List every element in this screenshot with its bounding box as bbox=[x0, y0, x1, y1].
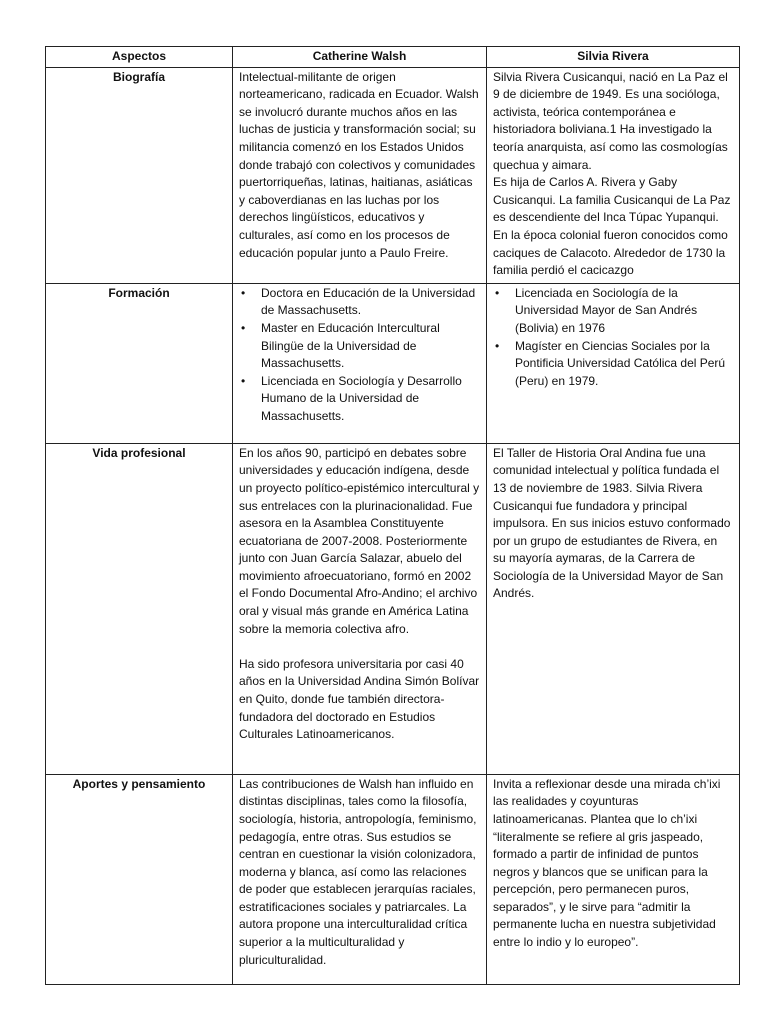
paragraph: En los años 90, participó en debates sobre universidades y educación indígena, desde un proyecto político-epistémico intercultural y sus entrelaces con la plurinacionalidad. Fue asesora en la Asamblea Constituyente ecuatoriana de 2007-2008. Posteriormente junto con Juan García Salazar, abuelo del movimiento afroecuatoriano, formó en 2002 el Fondo Documental Afro-Andino; el archivo oral y visual más grande en América Latina sobre la memoria colectiva afro. bbox=[239, 445, 480, 636]
list-item bbox=[495, 285, 733, 338]
bullet-icon: • bbox=[495, 285, 500, 300]
paragraph: Ha sido profesora universitaria por casi 40 años en la Universidad Andina Simón Bolívar en Quito, donde fue también directora-fundadora del doctorado en Estudios Culturales Latinoamericanos. bbox=[239, 656, 480, 742]
table-row-formacion bbox=[46, 283, 740, 443]
bullet-list bbox=[493, 285, 733, 391]
rivera-aportes-cell bbox=[487, 774, 740, 984]
list-item bbox=[495, 338, 733, 391]
header-catherine-walsh: Catherine Walsh bbox=[233, 47, 487, 68]
walsh-aportes-cell bbox=[233, 774, 487, 984]
rivera-formacion-cell bbox=[487, 283, 740, 443]
header-aspectos: Aspectos bbox=[46, 47, 233, 68]
walsh-formacion-cell bbox=[233, 283, 487, 443]
paragraph: Intelectual-militante de origen norteamericano, radicada en Ecuador. Walsh se involucró durante muchos años en las luchas de justicia y transformación social; su militancia comenzó en los Estados Unidos donde trabajó con colectivos y comunidades puertorriqueñas, latinas, haitianas, asiáticas y caboverdianas en las luchas por los derechos lingüísticos, educativos y culturales, así como en los procesos de educación popular junto a Paulo Freire. bbox=[239, 69, 479, 260]
aspect-label: Vida profesional bbox=[46, 443, 233, 774]
list-item-text: Licenciada en Sociología y Desarrollo Humano de la Universidad de Massachusetts. bbox=[261, 373, 462, 423]
walsh-vida-profesional-cell bbox=[233, 443, 487, 774]
list-item-text: Licenciada en Sociología de la Universidad Mayor de San Andrés (Bolivia) en 1976 bbox=[515, 285, 698, 335]
paragraph: El Taller de Historia Oral Andina fue una comunidad intelectual y política fundada el 13 de noviembre de 1983. Silvia Rivera Cusicanqui fue fundadora y principal impulsora. En sus inicios estuvo conformado por un grupo de estudiantes de Rivera, en su mayoría aymaras, de la Carrera de Sociología de la Universidad Mayor de San Andrés. bbox=[493, 445, 731, 601]
rivera-biografia-cell bbox=[487, 67, 740, 283]
list-item bbox=[241, 285, 480, 320]
header-silvia-rivera: Silvia Rivera bbox=[487, 47, 740, 68]
table-row-vida-profesional bbox=[46, 443, 740, 774]
rivera-vida-profesional-cell bbox=[487, 443, 740, 774]
list-item bbox=[241, 373, 480, 426]
list-item-text: Doctora en Educación de la Universidad de Massachusetts. bbox=[261, 285, 476, 318]
list-item-text: Master en Educación Intercultural Bilingüe de la Universidad de Massachusetts. bbox=[261, 320, 440, 371]
comparison-table bbox=[45, 46, 740, 985]
paragraph: Las contribuciones de Walsh han influido en distintas disciplinas, tales como la filosofía, sociología, historia, antropología, feminismo, pedagogía, entre otras. Sus estudios se centran en cuestionar la visión colonizadora, moderna y blanca, así como las relaciones de poder que establecen jerarquías raciales, estratificaciones sociales y patriarcales. La autora propone una interculturalidad crítica superior a la multiculturalidad y pluriculturalidad. bbox=[239, 776, 477, 967]
bullet-list bbox=[239, 285, 480, 426]
walsh-biografia-cell bbox=[233, 67, 487, 283]
bullet-icon: • bbox=[241, 285, 246, 300]
table-row-biografia bbox=[46, 67, 740, 283]
header-row bbox=[46, 47, 740, 68]
aspect-label: Biografía bbox=[46, 67, 233, 283]
bullet-icon: • bbox=[495, 338, 500, 353]
table-row-aportes-y-pensamiento bbox=[46, 774, 740, 984]
list-item bbox=[241, 320, 480, 373]
list-item-text: Magíster en Ciencias Sociales por la Pontificia Universidad Católica del Perú (Peru) en 1979. bbox=[515, 338, 726, 388]
paragraph: Invita a reflexionar desde una mirada ch’ixi las realidades y coyunturas latinoamericanas. Plantea que lo ch’ixi “literalmente se refiere al gris jaspeado, formado a partir de infinidad de puntos negros y blancos que se unifican para la percepción, pero permanecen puros, separados”, y le sirve para “admitir la permanente lucha en nuestra subjetividad entre lo indio y lo europeo”. bbox=[493, 776, 721, 950]
bullet-icon: • bbox=[241, 320, 246, 335]
aspect-label: Formación bbox=[46, 283, 233, 443]
paragraph: Es hija de Carlos A. Rivera y Gaby Cusicanqui. La familia Cusicanqui de La Paz es descendiente del Inca Túpac Yupanqui. En la época colonial fueron conocidos como caciques de Calacoto. Alrededor de 1730 la familia perdió el cacicazgo bbox=[493, 175, 731, 278]
aspect-label: Aportes y pensamiento bbox=[46, 774, 233, 984]
bullet-icon: • bbox=[241, 373, 246, 388]
paragraph: Silvia Rivera Cusicanqui, nació en La Paz el 9 de diciembre de 1949. Es una socióloga, activista, teórica contemporánea e historiadora boliviana.1 Ha investigado la teoría anarquista, así como las cosmologías quechua y aimara. bbox=[493, 69, 728, 172]
